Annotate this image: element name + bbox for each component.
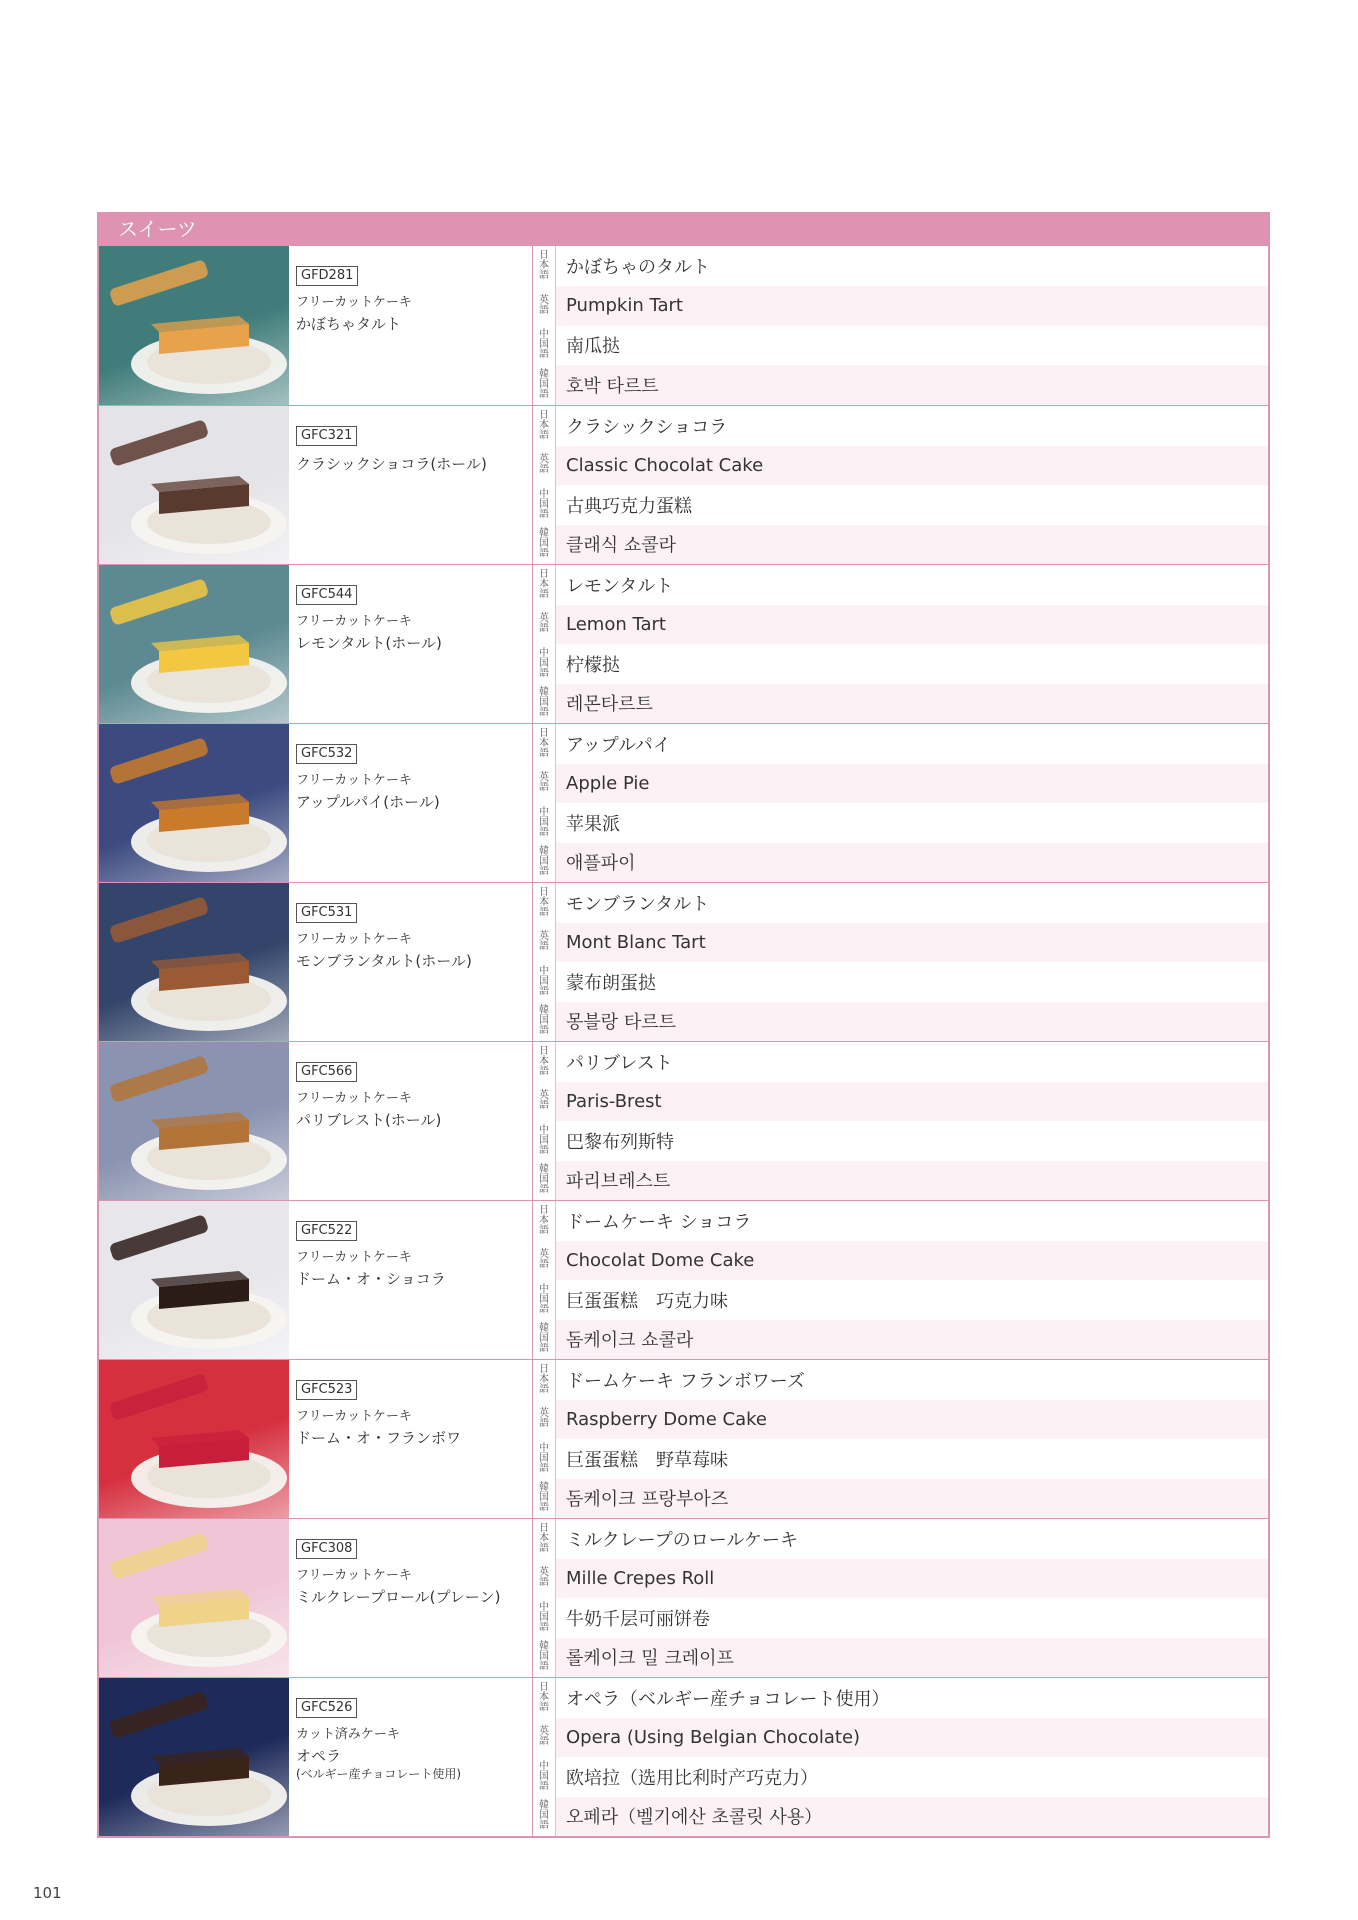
lang-label-ko: 韓 国 語 [533,684,556,724]
name-en: Mille Crepes Roll [566,1567,715,1589]
name-en: Opera (Using Belgian Chocolate) [566,1726,861,1748]
product-row [99,1200,1268,1359]
name-en: Raspberry Dome Cake [566,1408,767,1430]
lang-label-ko: 韓 国 語 [533,1320,556,1360]
lang-row-ko [533,684,1268,724]
lang-row-zh [533,1598,1268,1638]
product-photo [99,1360,289,1518]
name-ko: 돔케이크 쇼콜라 [566,1330,694,1352]
product-photo [99,246,289,405]
lang-label-en: 英 語 [533,923,556,963]
lang-row-en [533,286,1268,326]
name-ja: モンブランタルト [566,893,710,915]
name-ko: 호박 타르트 [566,376,659,398]
lang-label-zh: 中 国 語 [533,1280,556,1320]
sweets-table [97,212,1270,1838]
lang-label-en: 英 語 [533,1559,556,1599]
lang-row-en [533,764,1268,804]
name-en: Lemon Tart [566,613,666,635]
product-name: オペラ [296,1747,342,1765]
lang-label-zh: 中 国 語 [533,485,556,525]
lang-label-en: 英 語 [533,286,556,326]
name-ko: 클래식 쇼콜라 [566,535,677,557]
product-info [289,246,533,405]
cake-illustration [99,246,289,405]
lang-row-ko [533,1002,1268,1042]
name-zh: 巨蛋蛋糕 野草莓味 [566,1449,728,1471]
lang-row-ja [533,1042,1268,1082]
lang-label-ja: 日 本 語 [533,1678,556,1718]
lang-label-ko: 韓 国 語 [533,525,556,565]
name-ko: 돔케이크 프랑부아즈 [566,1489,729,1511]
product-name: かぼちゃタルト [296,315,402,333]
product-code: GFC544 [296,585,357,605]
lang-row-en [533,1400,1268,1440]
lang-row-zh [533,326,1268,366]
lang-row-ko [533,843,1268,883]
product-photo [99,565,289,723]
lang-label-ja: 日 本 語 [533,565,556,605]
lang-row-en [533,1559,1268,1599]
name-zh: 苹果派 [566,813,620,835]
product-code: GFC523 [296,1380,357,1400]
lang-row-en [533,923,1268,963]
translated-names [533,1042,1268,1200]
section-header: スイーツ [97,212,1270,246]
product-name: ドーム・オ・フランボワ [296,1429,462,1447]
product-info [289,1360,533,1518]
lang-label-en: 英 語 [533,1718,556,1758]
lang-label-en: 英 語 [533,605,556,645]
cake-illustration [99,1360,289,1518]
lang-label-en: 英 語 [533,446,556,486]
product-category: フリーカットケーキ [296,1568,412,1583]
translated-names [533,565,1268,723]
lang-label-ja: 日 本 語 [533,1360,556,1400]
name-ko: 애플파이 [566,853,636,875]
product-category: フリーカットケーキ [296,1091,412,1106]
lang-label-ja: 日 本 語 [533,246,556,286]
lang-label-zh: 中 国 語 [533,644,556,684]
translated-names [533,1678,1268,1836]
lang-label-en: 英 語 [533,1241,556,1281]
product-name: モンブランタルト(ホール) [296,952,472,970]
lang-label-ja: 日 本 語 [533,406,556,446]
product-row [99,1677,1268,1836]
name-en: Pumpkin Tart [566,295,683,317]
cake-illustration [99,406,289,564]
lang-row-zh [533,644,1268,684]
lang-row-zh [533,1757,1268,1797]
lang-label-ja: 日 本 語 [533,1042,556,1082]
lang-row-ja [533,1678,1268,1718]
lang-row-en [533,1241,1268,1281]
product-info [289,565,533,723]
product-photo [99,406,289,564]
name-en: Classic Chocolat Cake [566,454,764,476]
lang-label-ja: 日 本 語 [533,1201,556,1241]
product-name: クラシックショコラ(ホール) [296,455,487,473]
product-list [97,246,1270,1838]
translated-names [533,406,1268,564]
name-zh: 柠檬挞 [566,654,620,676]
lang-row-ja [533,1201,1268,1241]
lang-row-zh [533,485,1268,525]
product-photo [99,1201,289,1359]
product-photo [99,1042,289,1200]
lang-label-en: 英 語 [533,1082,556,1122]
translated-names [533,724,1268,882]
product-category: フリーカットケーキ [296,1250,412,1265]
product-info [289,1519,533,1677]
product-info [289,406,533,564]
product-code: GFC566 [296,1062,357,1082]
name-zh: 古典巧克力蛋糕 [566,495,692,517]
lang-row-ko [533,1797,1268,1837]
product-category: フリーカットケーキ [296,295,412,310]
product-name: レモンタルト(ホール) [296,634,442,652]
product-code: GFC531 [296,903,357,923]
cake-illustration [99,565,289,723]
product-category: フリーカットケーキ [296,773,412,788]
name-en: Apple Pie [566,772,650,794]
name-ko: 파리브레스트 [566,1171,671,1193]
cake-illustration [99,883,289,1041]
translated-names [533,246,1268,405]
lang-row-ko [533,1638,1268,1678]
name-zh: 巨蛋蛋糕 巧克力味 [566,1290,728,1312]
product-category: フリーカットケーキ [296,1409,412,1424]
lang-label-zh: 中 国 語 [533,1757,556,1797]
lang-label-zh: 中 国 語 [533,962,556,1002]
lang-row-ja [533,1519,1268,1559]
lang-row-ja [533,565,1268,605]
product-name: ドーム・オ・ショコラ [296,1270,446,1288]
lang-label-en: 英 語 [533,1400,556,1440]
product-code: GFC532 [296,744,357,764]
name-en: Mont Blanc Tart [566,931,706,953]
product-name: パリブレスト(ホール) [296,1111,442,1129]
lang-row-ko [533,1161,1268,1201]
product-code: GFD281 [296,266,358,286]
product-row [99,723,1268,882]
product-photo [99,1519,289,1677]
product-category: フリーカットケーキ [296,614,412,629]
product-info [289,1678,533,1836]
translated-names [533,883,1268,1041]
name-ja: かぼちゃのタルト [566,256,710,278]
lang-label-zh: 中 国 語 [533,1439,556,1479]
name-ja: ドームケーキ フランボワーズ [566,1370,805,1392]
cake-illustration [99,1201,289,1359]
lang-label-ko: 韓 国 語 [533,1161,556,1201]
name-zh: 蒙布朗蛋挞 [566,972,656,994]
product-row [99,1518,1268,1677]
name-ja: レモンタルト [566,575,674,597]
product-name: ミルクレープロール(プレーン) [296,1588,501,1606]
lang-label-ko: 韓 国 語 [533,1638,556,1678]
lang-row-ja [533,406,1268,446]
product-category: フリーカットケーキ [296,932,412,947]
name-zh: 巴黎布列斯特 [566,1131,674,1153]
product-category: カット済みケーキ [296,1727,400,1742]
lang-label-ja: 日 本 語 [533,1519,556,1559]
cake-illustration [99,1042,289,1200]
lang-row-zh [533,1280,1268,1320]
product-info [289,1201,533,1359]
name-en: Chocolat Dome Cake [566,1249,755,1271]
translated-names [533,1201,1268,1359]
product-info [289,883,533,1041]
lang-row-zh [533,962,1268,1002]
product-code: GFC526 [296,1698,357,1718]
lang-row-en [533,446,1268,486]
lang-label-ko: 韓 国 語 [533,1002,556,1042]
lang-row-ko [533,525,1268,565]
name-en: Paris-Brest [566,1090,662,1112]
name-ja: オペラ（ベルギー産チョコレート使用） [566,1688,890,1710]
lang-row-zh [533,803,1268,843]
lang-row-ko [533,1320,1268,1360]
product-row [99,1041,1268,1200]
lang-row-ja [533,246,1268,286]
product-row [99,1359,1268,1518]
lang-row-en [533,1082,1268,1122]
lang-row-zh [533,1439,1268,1479]
product-note: (ベルギー産チョコレート使用) [296,1767,462,1781]
product-info [289,1042,533,1200]
product-code: GFC522 [296,1221,357,1241]
lang-label-zh: 中 国 語 [533,803,556,843]
lang-row-ja [533,1360,1268,1400]
name-ja: クラシックショコラ [566,416,728,438]
product-row [99,246,1268,405]
cake-illustration [99,1519,289,1677]
lang-label-ja: 日 本 語 [533,883,556,923]
lang-row-en [533,605,1268,645]
name-ja: アップルパイ [566,734,671,756]
name-ko: 몽블랑 타르트 [566,1012,677,1034]
translated-names [533,1360,1268,1518]
lang-label-zh: 中 国 語 [533,1121,556,1161]
lang-label-ko: 韓 国 語 [533,843,556,883]
name-zh: 欧培拉（选用比利时产巧克力） [566,1767,818,1789]
lang-label-zh: 中 国 語 [533,1598,556,1638]
lang-label-ko: 韓 国 語 [533,365,556,405]
name-ja: ドームケーキ ショコラ [566,1211,752,1233]
translated-names [533,1519,1268,1677]
product-name: アップルパイ(ホール) [296,793,440,811]
cake-illustration [99,1678,289,1836]
lang-row-ko [533,1479,1268,1519]
lang-label-en: 英 語 [533,764,556,804]
lang-row-en [533,1718,1268,1758]
name-zh: 南瓜挞 [566,336,620,358]
name-ko: 오페라（벨기에산 초콜릿 사용） [566,1807,823,1829]
lang-label-ko: 韓 国 語 [533,1797,556,1837]
page-number: 101 [33,1884,62,1902]
name-zh: 牛奶千层可丽饼卷 [566,1608,710,1630]
name-ja: ミルクレープのロールケーキ [566,1529,799,1551]
lang-row-zh [533,1121,1268,1161]
product-photo [99,724,289,882]
lang-row-ja [533,724,1268,764]
name-ja: パリブレスト [566,1052,673,1074]
name-ko: 레몬타르트 [566,694,653,716]
lang-row-ko [533,365,1268,405]
product-code: GFC321 [296,426,357,446]
product-code: GFC308 [296,1539,357,1559]
product-photo [99,1678,289,1836]
product-row [99,882,1268,1041]
lang-label-zh: 中 国 語 [533,326,556,366]
lang-row-ja [533,883,1268,923]
product-info [289,724,533,882]
lang-label-ko: 韓 国 語 [533,1479,556,1519]
product-row [99,564,1268,723]
product-row [99,405,1268,564]
product-photo [99,883,289,1041]
cake-illustration [99,724,289,882]
lang-label-ja: 日 本 語 [533,724,556,764]
name-ko: 롤케이크 밀 크레이프 [566,1648,734,1670]
